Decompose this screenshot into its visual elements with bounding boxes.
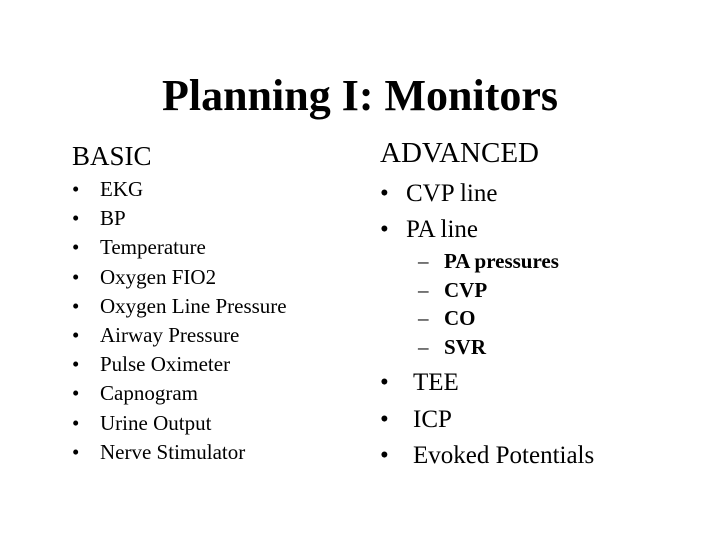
- basic-item-label: EKG: [100, 177, 144, 201]
- bullet-icon: •: [72, 410, 80, 435]
- bullet-icon: •: [72, 322, 80, 347]
- sub-item-label: CVP: [444, 277, 488, 302]
- bullet-icon: •: [72, 352, 80, 377]
- advanced-list-lines: [380, 176, 497, 248]
- advanced-item-label: Evoked Potentials: [413, 442, 595, 469]
- dash-icon: –: [418, 277, 429, 302]
- bullet-icon: •: [380, 405, 389, 433]
- advanced-heading: ADVANCED: [380, 137, 539, 169]
- bullet-icon: •: [380, 442, 389, 469]
- slide-title: Planning I: Monitors: [161, 71, 559, 120]
- basic-item-label: Temperature: [100, 235, 206, 260]
- dash-icon: –: [418, 334, 429, 359]
- basic-list: [72, 175, 287, 467]
- advanced-item-tee: [380, 365, 594, 402]
- advanced-item-label: PA line: [406, 216, 479, 243]
- advanced-item-label: CVP line: [406, 180, 498, 207]
- basic-item-airway-pressure: [72, 321, 287, 350]
- sub-item-label: CO: [444, 306, 476, 330]
- bullet-icon: •: [380, 216, 389, 243]
- basic-item-temperature: [72, 233, 287, 262]
- pa-line-sublist: [418, 247, 559, 361]
- basic-item-label: Urine Output: [100, 410, 212, 435]
- basic-item-urine-output: [72, 409, 287, 438]
- bullet-icon: •: [72, 381, 80, 406]
- bullet-icon: •: [72, 264, 80, 289]
- sub-item-svr: [418, 333, 559, 362]
- bullet-icon: •: [72, 235, 80, 260]
- advanced-item-icp: [380, 402, 594, 439]
- sub-item-co: [418, 304, 559, 333]
- basic-item-bp: [72, 204, 287, 233]
- basic-item-oxygen-line-pressure: [72, 292, 287, 321]
- bullet-icon: •: [72, 177, 80, 201]
- advanced-list-other: [380, 365, 594, 475]
- basic-item-label: Oxygen FIO2: [100, 264, 217, 289]
- sub-item-cvp: [418, 276, 559, 305]
- basic-item-pulse-oximeter: [72, 350, 287, 379]
- sub-item-label: SVR: [444, 334, 487, 359]
- basic-item-label: BP: [100, 206, 126, 231]
- bullet-icon: •: [72, 206, 80, 231]
- bullet-icon: •: [380, 369, 389, 396]
- basic-item-label: Nerve Stimulator: [100, 439, 246, 464]
- bullet-icon: •: [72, 439, 80, 464]
- sub-item-pa-pressures: [418, 247, 559, 276]
- advanced-item-label: TEE: [413, 369, 459, 396]
- basic-item-ekg: [72, 175, 287, 204]
- sub-item-label: PA pressures: [444, 249, 559, 273]
- advanced-item-label: ICP: [413, 405, 452, 433]
- basic-item-label: Airway Pressure: [100, 322, 240, 347]
- dash-icon: –: [418, 306, 429, 330]
- basic-item-label: Pulse Oximeter: [100, 352, 231, 377]
- advanced-item-evoked-potentials: [380, 438, 594, 475]
- bullet-icon: •: [72, 293, 80, 318]
- advanced-item-cvp-line: [380, 176, 497, 212]
- basic-item-label: Oxygen Line Pressure: [100, 293, 287, 318]
- basic-item-label: Capnogram: [100, 381, 198, 406]
- basic-item-oxygen-fio2: [72, 263, 287, 292]
- advanced-item-pa-line: [380, 212, 497, 248]
- basic-item-capnogram: [72, 379, 287, 408]
- basic-heading: BASIC: [72, 141, 152, 171]
- dash-icon: –: [418, 249, 429, 273]
- basic-item-nerve-stimulator: [72, 438, 287, 467]
- bullet-icon: •: [380, 180, 389, 207]
